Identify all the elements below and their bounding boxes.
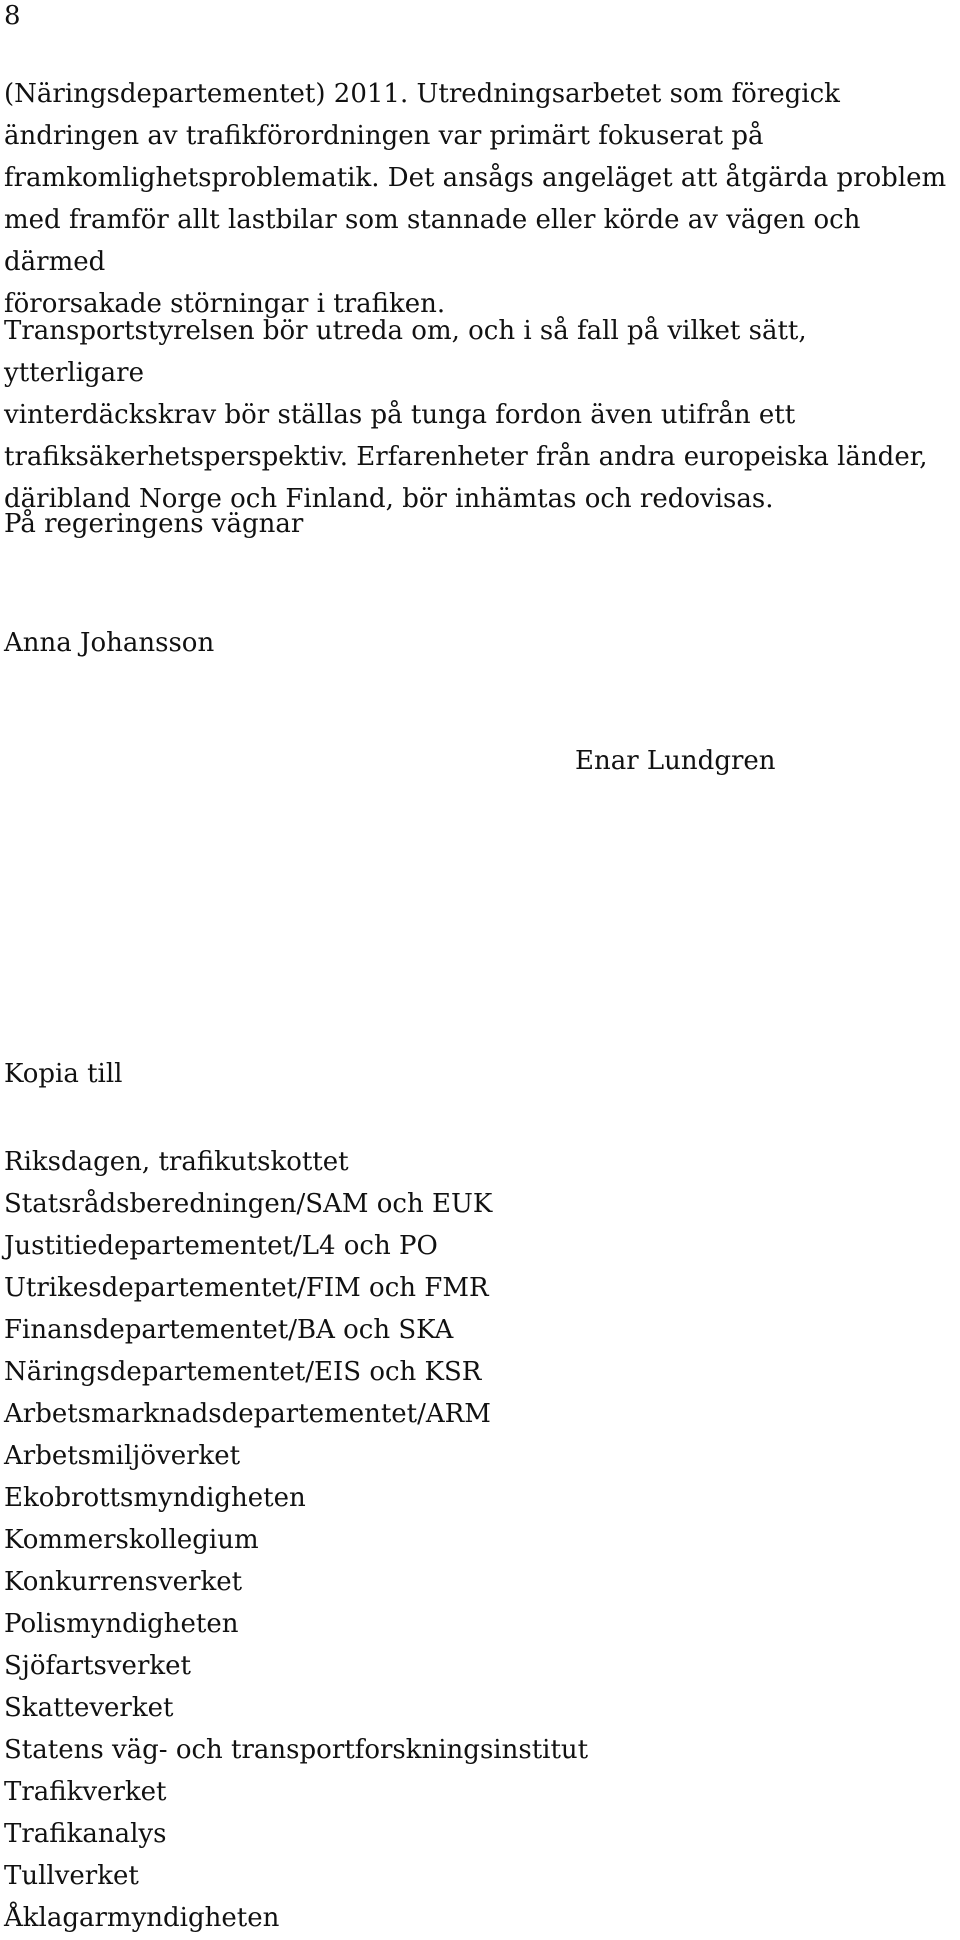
recipient-item: Arbetsmarknadsdepartementet/ARM xyxy=(4,1399,491,1429)
signatory-name: Anna Johansson xyxy=(4,628,215,658)
recipient-item: Riksdagen, trafikutskottet xyxy=(4,1147,349,1177)
recipient-item: Tullverket xyxy=(4,1861,139,1891)
recipient-item: Kommerskollegium xyxy=(4,1525,259,1555)
closing-phrase: På regeringens vägnar xyxy=(4,509,304,539)
recipient-item: Näringsdepartementet/EIS och KSR xyxy=(4,1357,482,1387)
recipient-list xyxy=(4,1141,588,1939)
recipient-item: Trafikanalys xyxy=(4,1819,167,1849)
body-paragraph: (Näringsdepartementet) 2011. Utredningsarbetet som föregick ändringen av trafikförordningen var primärt fokuserat på framkomlighetsproblematik. Det ansågs angeläget att åtgärda problem med framför allt lastbilar som stannade eller körde av vägen och därmed förorsakade störningar i trafiken. xyxy=(4,79,947,319)
recipient-item: Ekobrottsmyndigheten xyxy=(4,1483,306,1513)
recipient-item: Trafikverket xyxy=(4,1777,167,1807)
recipient-item: Finansdepartementet/BA och SKA xyxy=(4,1315,454,1345)
recipient-item: Konkurrensverket xyxy=(4,1567,243,1597)
body-paragraph: Transportstyrelsen bör utreda om, och i så fall på vilket sätt, ytterligare vinterdäckskrav bör ställas på tunga fordon även utifrån ett trafiksäkerhetsperspektiv. Erfarenheter från andra europeiska länder, däribland Norge och Finland, bör inhämtas och redovisas. xyxy=(4,316,928,514)
recipient-item: Justitiedepartementet/L4 och PO xyxy=(4,1231,438,1261)
signatory-name: Enar Lundgren xyxy=(575,746,776,776)
recipient-item: Åklagarmyndigheten xyxy=(4,1903,280,1933)
page-number: 8 xyxy=(4,1,21,31)
recipient-item: Polismyndigheten xyxy=(4,1609,239,1639)
recipient-item: Statsrådsberedningen/SAM och EUK xyxy=(4,1189,493,1219)
recipient-item: Statens väg- och transportforskningsinstitut xyxy=(4,1735,589,1765)
recipient-item: Sjöfartsverket xyxy=(4,1651,191,1681)
recipient-item: Arbetsmiljöverket xyxy=(4,1441,241,1471)
recipient-item: Utrikesdepartementet/FIM och FMR xyxy=(4,1273,489,1303)
copy-to-heading: Kopia till xyxy=(4,1059,123,1089)
recipient-item: Skatteverket xyxy=(4,1693,174,1723)
